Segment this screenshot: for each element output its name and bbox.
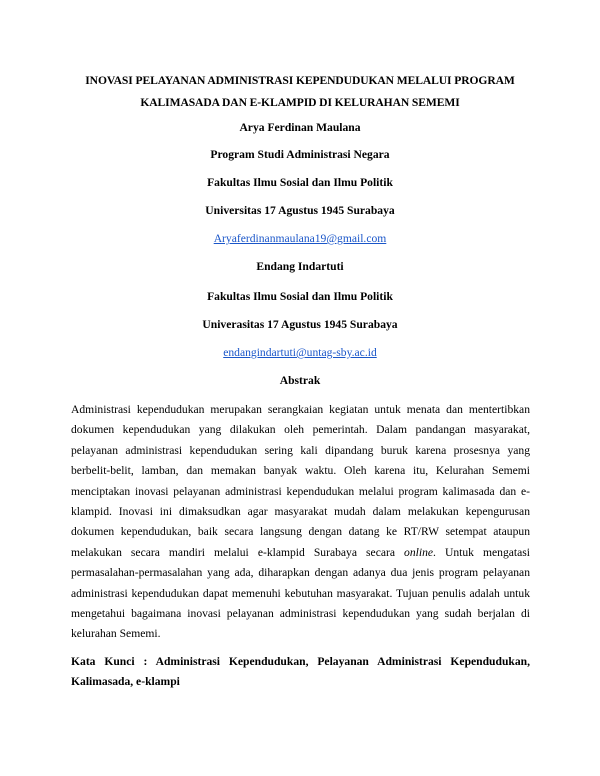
abstract-line-8-head: melakukan secara mandiri melalui e-klampid Surabaya secara xyxy=(71,545,405,559)
author2-faculty: Fakultas Ilmu Sosial dan Ilmu Politik xyxy=(207,290,393,303)
paper-title-line-1: INOVASI PELAYANAN ADMINISTRASI KEPENDUDUKAN MELALUI PROGRAM xyxy=(85,74,515,87)
abstract-line: menciptakan inovasi pelayanan administrasi kependudukan melalui program kalimasada dan e- xyxy=(71,484,530,498)
author2-university: Univerasitas 17 Agustus 1945 Surabaya xyxy=(202,318,398,331)
abstract-line: kelurahan Sememi. xyxy=(71,627,161,641)
abstract-line: dokumen kependudukan, baik secara langsung dengan datang ke RT/RW setempat ataupun xyxy=(71,525,530,539)
abstract-heading: Abstrak xyxy=(279,374,321,387)
paper-title-line-2: KALIMASADA DAN E-KLAMPID DI KELURAHAN SEMEMI xyxy=(140,96,460,109)
abstract-body xyxy=(71,400,530,645)
author1-university: Universitas 17 Agustus 1945 Surabaya xyxy=(205,204,395,217)
abstract-line: dokumen kependudukan yang dilakukan oleh pemerintah. Dalam pandangan masyarakat, xyxy=(71,423,530,437)
abstract-line: mengetahui bagaimana inovasi pelayanan administrasi kependudukan yang sudah berjalan di xyxy=(71,606,530,620)
abstract-line-8-tail: . Untuk mengatasi xyxy=(433,545,530,559)
abstract-line: pelayanan administrasi kependudukan sering kali dipandang buruk karena prosesnya yang xyxy=(71,443,530,457)
author1-program: Program Studi Administrasi Negara xyxy=(210,148,390,161)
keywords-line-2: Kalimasada, e-klampi xyxy=(71,675,180,689)
abstract-line: klampid. Inovasi ini dimaksudkan agar masyarakat mudah dalam melakukan kepengurusan xyxy=(71,504,530,518)
author2-email-line xyxy=(0,345,600,361)
author2-email-link[interactable]: endangindartuti@untag-sby.ac.id xyxy=(223,346,377,359)
keywords xyxy=(71,652,530,693)
author1-email-link[interactable]: Aryaferdinanmaulana19@gmail.com xyxy=(213,232,387,245)
keywords-line-1: Kata Kunci : Administrasi Kependudukan, Pelayanan Administrasi Kependudukan, xyxy=(71,655,530,668)
abstract-line: berbelit-belit, lamban, dan memakan banyak waktu. Oleh karena itu, Kelurahan Sememi xyxy=(71,464,530,478)
author1-email-line xyxy=(0,231,600,247)
abstract-line-with-italic xyxy=(71,543,530,563)
author1-name: Arya Ferdinan Maulana xyxy=(239,121,361,134)
abstract-italic-online: online xyxy=(404,545,434,559)
paper-title xyxy=(60,70,540,114)
abstract-line: Administrasi kependudukan merupakan serangkaian kegiatan untuk menata dan mentertibkan xyxy=(71,403,530,416)
author2-name: Endang Indartuti xyxy=(256,260,344,273)
author1-faculty: Fakultas Ilmu Sosial dan Ilmu Politik xyxy=(207,176,393,189)
abstract-line: administrasi kependudukan dapat memenuhi kebutuhan masyarakat. Tujuan penulis adalah untuk xyxy=(71,586,530,600)
abstract-line: permasalahan-permasalahan yang ada, diharapkan dengan adanya dua jenis program pelayanan xyxy=(71,566,530,580)
